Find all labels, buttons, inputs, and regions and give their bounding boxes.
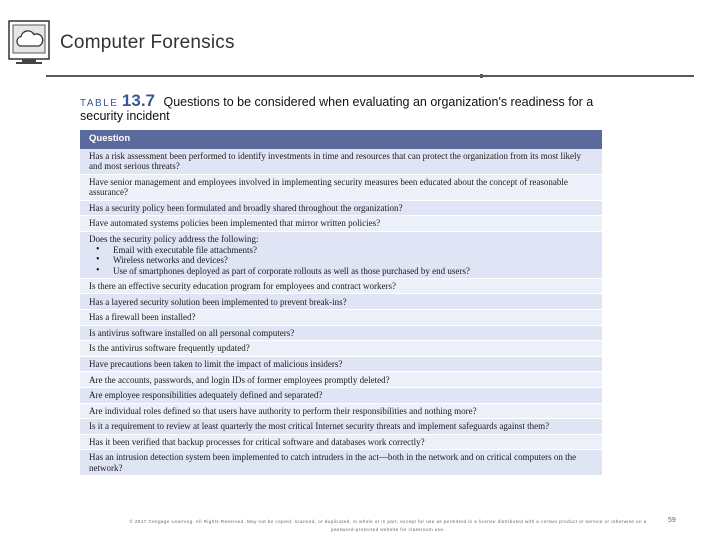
question-text: Has a layered security solution been implemented to prevent break-ins? <box>89 296 347 307</box>
copyright-notice: © 2017 Cengage Learning. All Rights Reserved. May not be copied, scanned, or duplicated, in whole or in part, except for use as permitted in a license distributed with a certain product or service or otherwise on a password-protected website for classroom use. <box>129 519 647 532</box>
table-row <box>80 419 602 435</box>
table-label: TABLE <box>80 98 119 109</box>
question-text: Have senior management and employees involved in implementing security measures been educated about the concept of reasonable assurance? <box>89 176 568 198</box>
table-row <box>80 278 602 294</box>
table-cell-question <box>80 387 602 403</box>
question-text: Are individual roles defined so that users have authority to perform their responsibilities and nothing more? <box>89 405 477 416</box>
header-divider <box>46 75 694 77</box>
header-divider-mark <box>480 74 483 78</box>
question-text: Has it been verified that backup processes for critical software and databases work correctly? <box>89 436 425 447</box>
table-caption <box>80 91 600 123</box>
table-row <box>80 372 602 388</box>
table-header-row <box>80 130 602 149</box>
table-cell-question <box>80 450 602 476</box>
bullet-item: • Wireless networks and devices? <box>105 255 593 265</box>
table-row <box>80 325 602 341</box>
table-body <box>80 149 602 476</box>
table-cell-question <box>80 419 602 435</box>
question-text: Is there an effective security education program for employees and contract workers? <box>89 281 396 292</box>
table-row <box>80 200 602 216</box>
question-text: Are employee responsibilities adequately defined and separated? <box>89 390 323 401</box>
table-cell-question <box>80 294 602 310</box>
question-text: Is it a requirement to review at least quarterly the most critical Internet security threats and implement safeguards against them? <box>89 421 550 432</box>
bullet-list <box>89 245 593 276</box>
questions-table <box>80 130 602 476</box>
table-row <box>80 310 602 326</box>
table-row <box>80 450 602 476</box>
cloud-monitor-icon <box>7 18 59 68</box>
question-text: Have precautions been taken to limit the impact of malicious insiders? <box>89 358 343 369</box>
table-cell-question <box>80 356 602 372</box>
table-cell-question <box>80 174 602 200</box>
table-cell-question <box>80 310 602 326</box>
table-cell-question <box>80 278 602 294</box>
table-cell-question <box>80 341 602 357</box>
table-row <box>80 294 602 310</box>
column-header-question: Question <box>80 130 602 149</box>
table-number: 13.7 <box>121 91 156 110</box>
question-text: Is the antivirus software frequently updated? <box>89 343 250 354</box>
table-cell-question <box>80 200 602 216</box>
table-row <box>80 434 602 450</box>
question-text: Have automated systems policies been implemented that mirror written policies? <box>89 218 381 229</box>
question-text: Has a risk assessment been performed to identify investments in time and resources that can protect the organization from its most likely and most serious threats? <box>89 151 581 172</box>
table-row <box>80 403 602 419</box>
table-caption-text: Questions to be considered when evaluating an organization's readiness for a security incident <box>80 95 594 123</box>
page-title: Computer Forensics <box>60 32 235 53</box>
table-cell-question <box>80 325 602 341</box>
table-row <box>80 231 602 278</box>
question-text: Are the accounts, passwords, and login IDs of former employees promptly deleted? <box>89 374 390 385</box>
question-text: Is antivirus software installed on all personal computers? <box>89 327 295 338</box>
question-text: Has a firewall been installed? <box>89 312 196 323</box>
table-cell-question <box>80 403 602 419</box>
table-cell-question <box>80 372 602 388</box>
table-row <box>80 356 602 372</box>
bullet-item: • Email with executable file attachments? <box>105 245 593 255</box>
table-cell-question <box>80 216 602 232</box>
table-row <box>80 387 602 403</box>
table-row <box>80 341 602 357</box>
question-text: Does the security policy address the following: <box>89 233 259 244</box>
table-row <box>80 216 602 232</box>
question-text: Has an intrusion detection system been implemented to catch intruders in the act—both in the network and on critical computers on the network? <box>89 452 577 473</box>
table-cell-question <box>80 434 602 450</box>
question-text: Has a security policy been formulated and broadly shared throughout the organization? <box>89 202 403 213</box>
table-row <box>80 174 602 200</box>
table-row <box>80 149 602 174</box>
bullet-item: • Use of smartphones deployed as part of corporate rollouts as well as those purchased by end users? <box>105 266 593 276</box>
page-number: 59 <box>668 517 676 524</box>
table-cell-question <box>80 231 602 278</box>
table-cell-question <box>80 149 602 174</box>
